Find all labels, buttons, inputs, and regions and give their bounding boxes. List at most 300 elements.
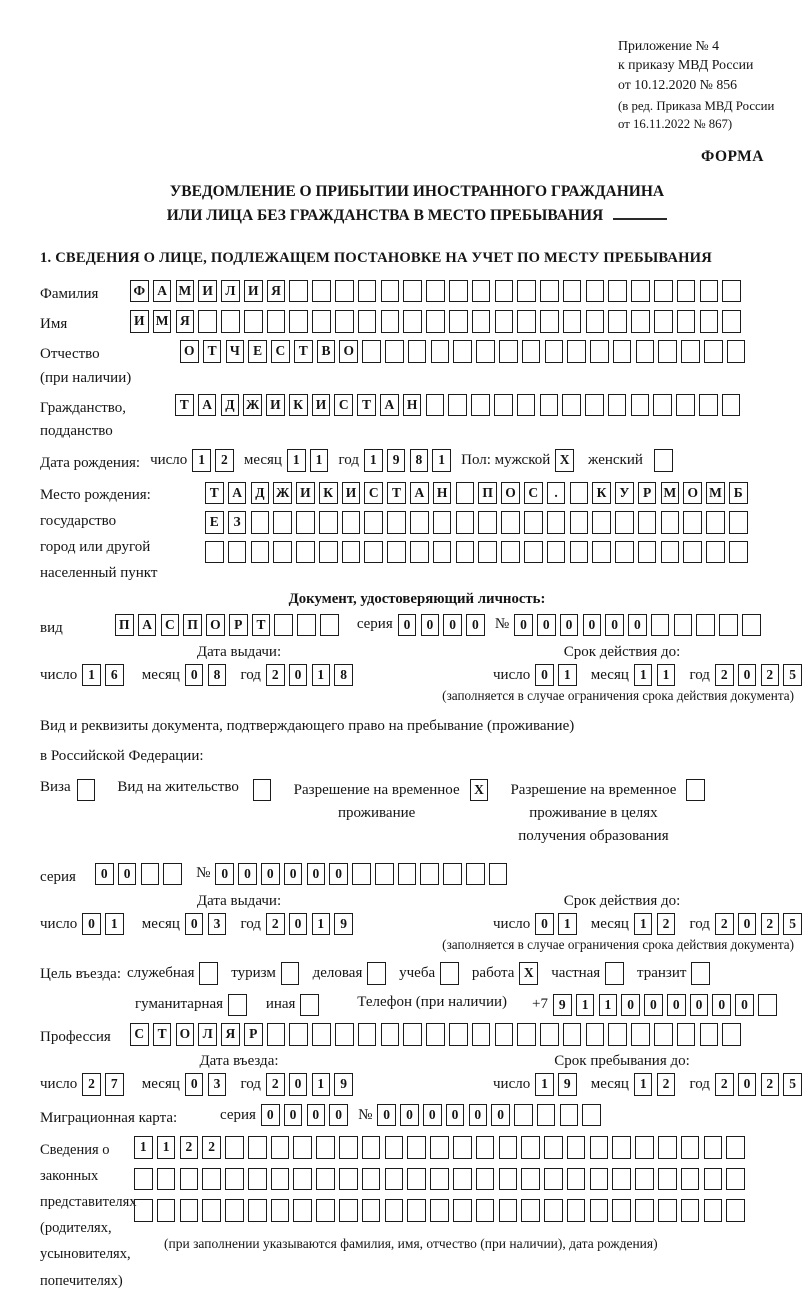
char-cell[interactable] xyxy=(704,1168,723,1191)
char-cell[interactable] xyxy=(198,310,217,333)
char-cell[interactable] xyxy=(267,310,286,333)
char-cell[interactable] xyxy=(722,280,741,303)
char-cell[interactable] xyxy=(726,1168,745,1191)
char-cell[interactable] xyxy=(651,614,670,637)
char-cell[interactable]: 2 xyxy=(761,664,780,687)
char-cell[interactable]: 1 xyxy=(192,449,211,472)
char-cell[interactable]: 0 xyxy=(443,614,462,637)
char-cell[interactable]: 9 xyxy=(553,994,572,1017)
char-cell[interactable]: 0 xyxy=(82,913,101,936)
char-cell[interactable] xyxy=(590,340,609,363)
char-cell[interactable] xyxy=(407,1168,426,1191)
char-cell[interactable]: Д xyxy=(251,482,270,505)
char-cell[interactable]: Р xyxy=(638,482,657,505)
char-cell[interactable]: 0 xyxy=(400,1104,419,1127)
char-cell[interactable] xyxy=(517,394,536,417)
char-cell[interactable] xyxy=(699,394,718,417)
char-cell[interactable] xyxy=(635,1199,654,1222)
char-cell[interactable] xyxy=(545,340,564,363)
char-cell[interactable]: 1 xyxy=(134,1136,153,1159)
char-cell[interactable]: С xyxy=(364,482,383,505)
char-cell[interactable] xyxy=(567,1136,586,1159)
char-cell[interactable] xyxy=(385,1199,404,1222)
char-cell[interactable]: 1 xyxy=(634,664,653,687)
char-cell[interactable] xyxy=(202,1199,221,1222)
char-cell[interactable]: К xyxy=(592,482,611,505)
char-cell[interactable]: Д xyxy=(221,394,240,417)
char-cell[interactable] xyxy=(590,1168,609,1191)
char-cell[interactable] xyxy=(540,394,559,417)
char-cell[interactable] xyxy=(362,1199,381,1222)
char-cell[interactable] xyxy=(456,541,475,564)
char-cell[interactable] xyxy=(638,541,657,564)
char-cell[interactable] xyxy=(293,1199,312,1222)
char-cell[interactable] xyxy=(499,1168,518,1191)
char-cell[interactable] xyxy=(608,1023,627,1046)
char-cell[interactable] xyxy=(592,511,611,534)
char-cell[interactable]: С xyxy=(130,1023,149,1046)
char-cell[interactable] xyxy=(316,1136,335,1159)
char-cell[interactable] xyxy=(367,962,386,985)
char-cell[interactable] xyxy=(163,863,182,886)
char-cell[interactable] xyxy=(478,511,497,534)
char-cell[interactable]: З xyxy=(228,511,247,534)
char-cell[interactable]: П xyxy=(183,614,202,637)
char-cell[interactable]: 8 xyxy=(334,664,353,687)
char-cell[interactable] xyxy=(316,1199,335,1222)
char-cell[interactable] xyxy=(677,310,696,333)
char-cell[interactable] xyxy=(544,1168,563,1191)
char-cell[interactable] xyxy=(544,1136,563,1159)
char-cell[interactable]: Ж xyxy=(243,394,262,417)
char-cell[interactable] xyxy=(375,863,394,886)
char-cell[interactable]: И xyxy=(342,482,361,505)
char-cell[interactable]: С xyxy=(271,340,290,363)
char-cell[interactable]: 0 xyxy=(329,863,348,886)
char-cell[interactable] xyxy=(615,511,634,534)
char-cell[interactable] xyxy=(696,614,715,637)
char-cell[interactable] xyxy=(453,1136,472,1159)
char-cell[interactable]: X xyxy=(555,449,574,472)
char-cell[interactable] xyxy=(403,310,422,333)
char-cell[interactable] xyxy=(430,1199,449,1222)
char-cell[interactable]: 2 xyxy=(82,1073,101,1096)
char-cell[interactable] xyxy=(612,1199,631,1222)
char-cell[interactable] xyxy=(180,1199,199,1222)
char-cell[interactable] xyxy=(478,541,497,564)
char-cell[interactable]: 0 xyxy=(446,1104,465,1127)
char-cell[interactable] xyxy=(742,614,761,637)
char-cell[interactable]: Л xyxy=(221,280,240,303)
char-cell[interactable] xyxy=(205,541,224,564)
char-cell[interactable]: 0 xyxy=(738,1073,757,1096)
char-cell[interactable] xyxy=(472,1023,491,1046)
char-cell[interactable]: X xyxy=(519,962,538,985)
char-cell[interactable]: 2 xyxy=(761,1073,780,1096)
char-cell[interactable]: Л xyxy=(198,1023,217,1046)
char-cell[interactable] xyxy=(251,511,270,534)
char-cell[interactable] xyxy=(570,482,589,505)
char-cell[interactable] xyxy=(228,541,247,564)
char-cell[interactable]: Ч xyxy=(226,340,245,363)
char-cell[interactable] xyxy=(658,340,677,363)
char-cell[interactable]: Т xyxy=(153,1023,172,1046)
char-cell[interactable] xyxy=(729,541,748,564)
char-cell[interactable]: К xyxy=(289,394,308,417)
char-cell[interactable] xyxy=(449,1023,468,1046)
char-cell[interactable]: . xyxy=(547,482,566,505)
char-cell[interactable]: Р xyxy=(229,614,248,637)
char-cell[interactable] xyxy=(293,1168,312,1191)
char-cell[interactable]: 0 xyxy=(560,614,579,637)
char-cell[interactable] xyxy=(683,541,702,564)
char-cell[interactable] xyxy=(403,1023,422,1046)
char-cell[interactable] xyxy=(339,1199,358,1222)
char-cell[interactable] xyxy=(631,394,650,417)
char-cell[interactable] xyxy=(706,511,725,534)
char-cell[interactable] xyxy=(476,1136,495,1159)
char-cell[interactable]: У xyxy=(615,482,634,505)
char-cell[interactable]: 0 xyxy=(644,994,663,1017)
char-cell[interactable]: 0 xyxy=(421,614,440,637)
char-cell[interactable] xyxy=(608,394,627,417)
char-cell[interactable]: М xyxy=(176,280,195,303)
char-cell[interactable] xyxy=(677,280,696,303)
char-cell[interactable]: 0 xyxy=(398,614,417,637)
char-cell[interactable]: 1 xyxy=(599,994,618,1017)
char-cell[interactable]: 1 xyxy=(657,664,676,687)
char-cell[interactable] xyxy=(387,511,406,534)
char-cell[interactable] xyxy=(335,310,354,333)
char-cell[interactable] xyxy=(273,511,292,534)
char-cell[interactable] xyxy=(180,1168,199,1191)
char-cell[interactable]: О xyxy=(501,482,520,505)
char-cell[interactable] xyxy=(476,340,495,363)
char-cell[interactable]: 2 xyxy=(657,913,676,936)
char-cell[interactable] xyxy=(683,511,702,534)
char-cell[interactable] xyxy=(636,340,655,363)
char-cell[interactable] xyxy=(729,511,748,534)
char-cell[interactable] xyxy=(410,511,429,534)
char-cell[interactable]: 0 xyxy=(289,1073,308,1096)
char-cell[interactable] xyxy=(312,280,331,303)
char-cell[interactable]: 0 xyxy=(423,1104,442,1127)
char-cell[interactable] xyxy=(271,1136,290,1159)
char-cell[interactable] xyxy=(674,614,693,637)
char-cell[interactable] xyxy=(319,541,338,564)
char-cell[interactable]: О xyxy=(180,340,199,363)
char-cell[interactable] xyxy=(449,310,468,333)
char-cell[interactable]: И xyxy=(266,394,285,417)
char-cell[interactable]: И xyxy=(130,310,149,333)
char-cell[interactable]: Т xyxy=(203,340,222,363)
char-cell[interactable] xyxy=(426,280,445,303)
char-cell[interactable] xyxy=(312,310,331,333)
char-cell[interactable]: 0 xyxy=(289,913,308,936)
char-cell[interactable]: 1 xyxy=(312,1073,331,1096)
char-cell[interactable]: 1 xyxy=(558,664,577,687)
char-cell[interactable] xyxy=(653,394,672,417)
char-cell[interactable]: 9 xyxy=(558,1073,577,1096)
char-cell[interactable]: 2 xyxy=(715,664,734,687)
char-cell[interactable]: А xyxy=(228,482,247,505)
char-cell[interactable] xyxy=(403,280,422,303)
char-cell[interactable]: Я xyxy=(176,310,195,333)
char-cell[interactable] xyxy=(273,541,292,564)
char-cell[interactable]: В xyxy=(317,340,336,363)
char-cell[interactable]: 1 xyxy=(157,1136,176,1159)
char-cell[interactable] xyxy=(654,449,673,472)
char-cell[interactable] xyxy=(271,1199,290,1222)
char-cell[interactable]: 2 xyxy=(266,1073,285,1096)
char-cell[interactable]: 0 xyxy=(605,614,624,637)
char-cell[interactable] xyxy=(726,1136,745,1159)
char-cell[interactable] xyxy=(157,1168,176,1191)
char-cell[interactable] xyxy=(563,1023,582,1046)
char-cell[interactable] xyxy=(547,511,566,534)
char-cell[interactable]: 0 xyxy=(628,614,647,637)
char-cell[interactable]: 0 xyxy=(514,614,533,637)
char-cell[interactable] xyxy=(521,1136,540,1159)
char-cell[interactable]: М xyxy=(706,482,725,505)
char-cell[interactable] xyxy=(677,1023,696,1046)
char-cell[interactable] xyxy=(586,1023,605,1046)
char-cell[interactable] xyxy=(398,863,417,886)
char-cell[interactable]: 0 xyxy=(667,994,686,1017)
char-cell[interactable] xyxy=(440,962,459,985)
char-cell[interactable] xyxy=(248,1199,267,1222)
char-cell[interactable] xyxy=(274,614,293,637)
char-cell[interactable] xyxy=(316,1168,335,1191)
char-cell[interactable]: 0 xyxy=(307,863,326,886)
char-cell[interactable]: Т xyxy=(294,340,313,363)
char-cell[interactable] xyxy=(225,1136,244,1159)
char-cell[interactable]: Н xyxy=(403,394,422,417)
char-cell[interactable] xyxy=(362,340,381,363)
char-cell[interactable] xyxy=(430,1168,449,1191)
char-cell[interactable] xyxy=(296,511,315,534)
char-cell[interactable] xyxy=(722,310,741,333)
char-cell[interactable] xyxy=(385,1136,404,1159)
char-cell[interactable] xyxy=(293,1136,312,1159)
char-cell[interactable]: Я xyxy=(221,1023,240,1046)
char-cell[interactable]: 8 xyxy=(208,664,227,687)
char-cell[interactable] xyxy=(727,340,746,363)
char-cell[interactable] xyxy=(521,1199,540,1222)
char-cell[interactable] xyxy=(476,1199,495,1222)
char-cell[interactable]: А xyxy=(153,280,172,303)
char-cell[interactable]: 0 xyxy=(289,664,308,687)
char-cell[interactable] xyxy=(335,280,354,303)
char-cell[interactable] xyxy=(560,1104,579,1127)
char-cell[interactable] xyxy=(456,482,475,505)
char-cell[interactable] xyxy=(251,541,270,564)
char-cell[interactable]: Б xyxy=(729,482,748,505)
char-cell[interactable]: Е xyxy=(205,511,224,534)
char-cell[interactable] xyxy=(654,1023,673,1046)
char-cell[interactable]: Т xyxy=(175,394,194,417)
char-cell[interactable]: 0 xyxy=(185,664,204,687)
char-cell[interactable]: И xyxy=(198,280,217,303)
char-cell[interactable] xyxy=(590,1136,609,1159)
char-cell[interactable]: 2 xyxy=(266,913,285,936)
char-cell[interactable]: 5 xyxy=(783,664,802,687)
char-cell[interactable]: О xyxy=(206,614,225,637)
char-cell[interactable]: С xyxy=(161,614,180,637)
char-cell[interactable] xyxy=(495,280,514,303)
char-cell[interactable]: 0 xyxy=(329,1104,348,1127)
char-cell[interactable] xyxy=(658,1199,677,1222)
char-cell[interactable] xyxy=(661,511,680,534)
char-cell[interactable]: 0 xyxy=(621,994,640,1017)
char-cell[interactable] xyxy=(540,280,559,303)
char-cell[interactable]: Т xyxy=(205,482,224,505)
char-cell[interactable] xyxy=(141,863,160,886)
char-cell[interactable] xyxy=(339,1136,358,1159)
char-cell[interactable]: 1 xyxy=(312,913,331,936)
char-cell[interactable] xyxy=(570,511,589,534)
char-cell[interactable] xyxy=(700,280,719,303)
char-cell[interactable]: И xyxy=(296,482,315,505)
char-cell[interactable] xyxy=(453,340,472,363)
char-cell[interactable] xyxy=(271,1168,290,1191)
char-cell[interactable] xyxy=(586,310,605,333)
char-cell[interactable] xyxy=(631,1023,650,1046)
char-cell[interactable] xyxy=(134,1168,153,1191)
char-cell[interactable] xyxy=(676,394,695,417)
char-cell[interactable]: 2 xyxy=(202,1136,221,1159)
char-cell[interactable] xyxy=(319,511,338,534)
char-cell[interactable] xyxy=(722,394,741,417)
char-cell[interactable]: 1 xyxy=(287,449,306,472)
char-cell[interactable]: Ф xyxy=(130,280,149,303)
char-cell[interactable] xyxy=(134,1199,153,1222)
char-cell[interactable]: 0 xyxy=(185,1073,204,1096)
char-cell[interactable] xyxy=(612,1168,631,1191)
char-cell[interactable] xyxy=(225,1199,244,1222)
char-cell[interactable] xyxy=(544,1199,563,1222)
char-cell[interactable] xyxy=(385,1168,404,1191)
char-cell[interactable] xyxy=(199,962,218,985)
char-cell[interactable] xyxy=(244,310,263,333)
char-cell[interactable] xyxy=(426,1023,445,1046)
char-cell[interactable] xyxy=(433,541,452,564)
char-cell[interactable] xyxy=(420,863,439,886)
char-cell[interactable] xyxy=(658,1136,677,1159)
char-cell[interactable] xyxy=(471,394,490,417)
char-cell[interactable]: 7 xyxy=(105,1073,124,1096)
char-cell[interactable] xyxy=(430,1136,449,1159)
char-cell[interactable] xyxy=(495,1023,514,1046)
char-cell[interactable]: О xyxy=(339,340,358,363)
char-cell[interactable]: 0 xyxy=(307,1104,326,1127)
char-cell[interactable] xyxy=(472,310,491,333)
char-cell[interactable]: 3 xyxy=(208,1073,227,1096)
char-cell[interactable]: 1 xyxy=(634,1073,653,1096)
char-cell[interactable]: 0 xyxy=(583,614,602,637)
char-cell[interactable]: 0 xyxy=(690,994,709,1017)
char-cell[interactable]: 0 xyxy=(284,1104,303,1127)
char-cell[interactable] xyxy=(296,541,315,564)
char-cell[interactable]: А xyxy=(410,482,429,505)
char-cell[interactable]: Н xyxy=(433,482,452,505)
char-cell[interactable]: 6 xyxy=(105,664,124,687)
char-cell[interactable] xyxy=(499,1199,518,1222)
char-cell[interactable] xyxy=(686,779,705,802)
char-cell[interactable]: 9 xyxy=(334,1073,353,1096)
char-cell[interactable]: 0 xyxy=(712,994,731,1017)
char-cell[interactable] xyxy=(681,1136,700,1159)
char-cell[interactable]: 0 xyxy=(238,863,257,886)
char-cell[interactable] xyxy=(635,1168,654,1191)
char-cell[interactable]: 0 xyxy=(738,913,757,936)
char-cell[interactable] xyxy=(700,1023,719,1046)
char-cell[interactable] xyxy=(567,1168,586,1191)
char-cell[interactable]: А xyxy=(198,394,217,417)
char-cell[interactable] xyxy=(521,1168,540,1191)
char-cell[interactable]: 2 xyxy=(657,1073,676,1096)
char-cell[interactable] xyxy=(267,1023,286,1046)
char-cell[interactable] xyxy=(631,310,650,333)
char-cell[interactable] xyxy=(342,541,361,564)
char-cell[interactable] xyxy=(312,1023,331,1046)
char-cell[interactable]: 1 xyxy=(535,1073,554,1096)
char-cell[interactable] xyxy=(225,1168,244,1191)
char-cell[interactable] xyxy=(221,310,240,333)
char-cell[interactable] xyxy=(654,280,673,303)
char-cell[interactable] xyxy=(387,541,406,564)
char-cell[interactable] xyxy=(681,340,700,363)
char-cell[interactable]: 9 xyxy=(387,449,406,472)
char-cell[interactable] xyxy=(582,1104,601,1127)
char-cell[interactable]: Т xyxy=(387,482,406,505)
char-cell[interactable] xyxy=(335,1023,354,1046)
char-cell[interactable]: Я xyxy=(267,280,286,303)
char-cell[interactable] xyxy=(489,863,508,886)
char-cell[interactable] xyxy=(517,310,536,333)
char-cell[interactable] xyxy=(501,511,520,534)
char-cell[interactable] xyxy=(443,863,462,886)
char-cell[interactable]: 1 xyxy=(82,664,101,687)
char-cell[interactable]: 9 xyxy=(334,913,353,936)
char-cell[interactable] xyxy=(495,310,514,333)
char-cell[interactable] xyxy=(381,1023,400,1046)
char-cell[interactable] xyxy=(567,1199,586,1222)
char-cell[interactable]: И xyxy=(312,394,331,417)
char-cell[interactable] xyxy=(499,340,518,363)
char-cell[interactable]: 0 xyxy=(377,1104,396,1127)
char-cell[interactable] xyxy=(426,394,445,417)
char-cell[interactable] xyxy=(362,1136,381,1159)
char-cell[interactable] xyxy=(431,340,450,363)
char-cell[interactable] xyxy=(704,1136,723,1159)
char-cell[interactable] xyxy=(253,779,272,802)
char-cell[interactable]: 0 xyxy=(284,863,303,886)
char-cell[interactable] xyxy=(248,1136,267,1159)
char-cell[interactable]: 8 xyxy=(410,449,429,472)
char-cell[interactable] xyxy=(681,1199,700,1222)
char-cell[interactable] xyxy=(567,340,586,363)
char-cell[interactable] xyxy=(362,1168,381,1191)
char-cell[interactable] xyxy=(410,541,429,564)
char-cell[interactable] xyxy=(453,1199,472,1222)
char-cell[interactable] xyxy=(654,310,673,333)
char-cell[interactable] xyxy=(476,1168,495,1191)
char-cell[interactable] xyxy=(358,1023,377,1046)
char-cell[interactable]: И xyxy=(244,280,263,303)
char-cell[interactable] xyxy=(407,1199,426,1222)
char-cell[interactable]: 0 xyxy=(215,863,234,886)
